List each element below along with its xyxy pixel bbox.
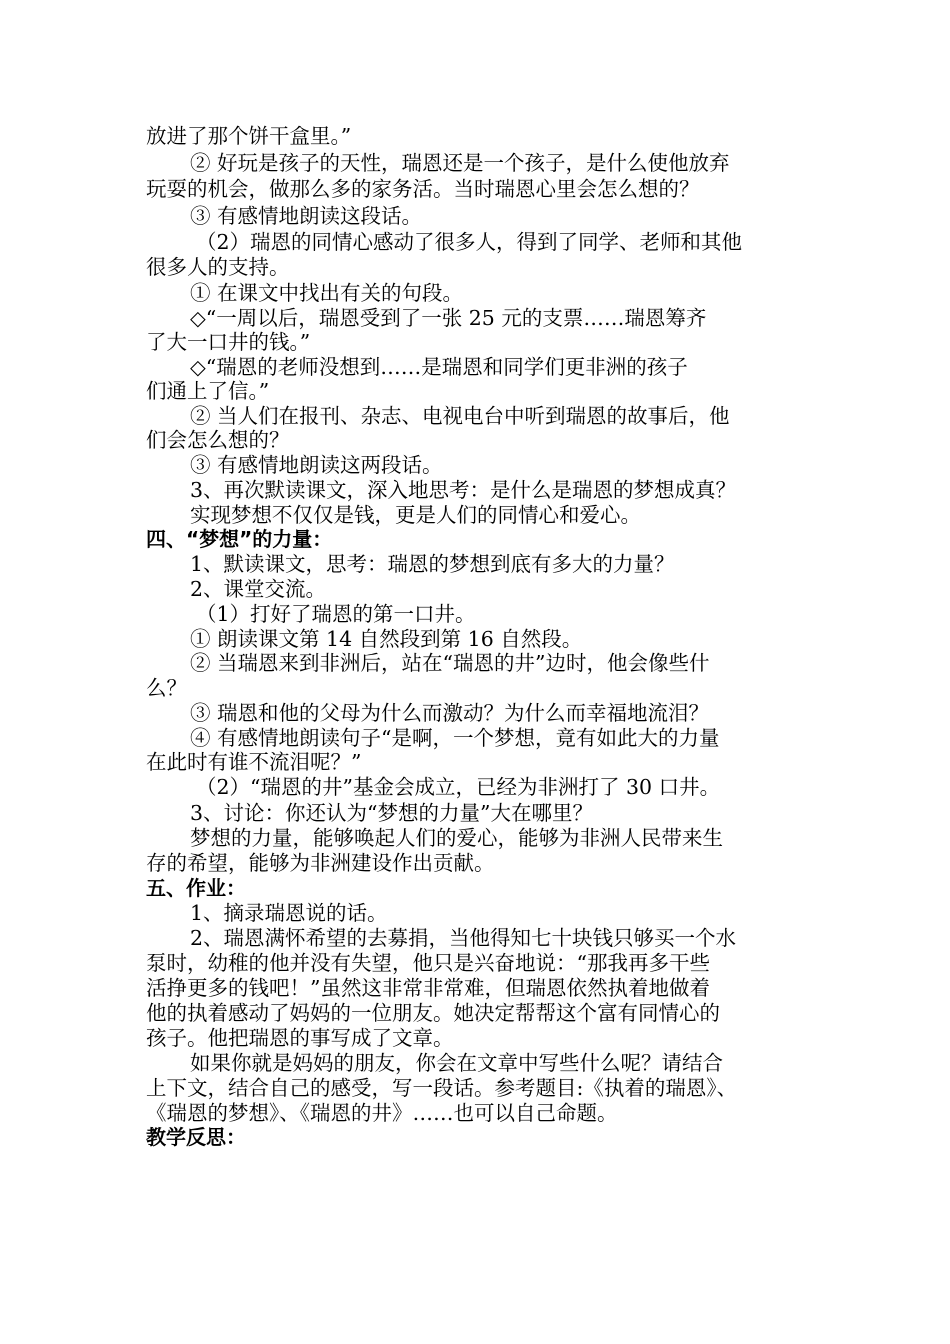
text-line: ③ 有感情地朗读这段话。 [190, 204, 423, 228]
text-line: 1、默读课文，思考：瑞恩的梦想到底有多大的力量？ [190, 552, 675, 576]
text-line: 玩耍的机会，做那么多的家务活。当时瑞恩心里会怎么想的？ [146, 177, 700, 201]
text-line: 活挣更多的钱吧！”虽然这非常非常难，但瑞恩依然执着地做着 [146, 976, 710, 1000]
text-line: 3、再次默读课文，深入地思考：是什么是瑞恩的梦想成真？ [190, 478, 737, 502]
text-line: ② 当人们在报刊、杂志、电视电台中听到瑞恩的故事后，他 [190, 404, 730, 428]
section-heading-5: 五、作业： [146, 876, 246, 900]
text-line: 放进了那个饼干盒里。” [146, 124, 352, 148]
section-heading-4: 四、“梦想”的力量： [146, 527, 333, 551]
section-heading-reflection: 教学反思： [146, 1125, 246, 1149]
text-line: 们通上了信。” [146, 379, 270, 403]
text-line: 实现梦想不仅仅是钱，更是人们的同情心和爱心。 [190, 503, 641, 527]
text-line: 们会怎么想的？ [146, 428, 290, 452]
text-line: 《瑞恩的梦想》、《瑞恩的井》……也可以自己命题。 [146, 1101, 618, 1125]
text-line: 孩子。他把瑞恩的事写成了文章。 [146, 1026, 454, 1050]
text-line: 了大一口井的钱。” [146, 330, 311, 354]
text-line: （1）打好了瑞恩的第一口井。 [196, 602, 476, 626]
text-line: 3、讨论：你还认为“梦想的力量”大在哪里？ [190, 801, 594, 825]
text-line: 如果你就是妈妈的朋友，你会在文章中写些什么呢？请结合 [190, 1051, 723, 1075]
text-line: 泵时，幼稚的他并没有失望，他只是兴奋地说：“那我再多干些 [146, 951, 710, 975]
text-line: 2、课堂交流。 [190, 577, 327, 601]
text-line: ① 在课文中找出有关的句段。 [190, 281, 464, 305]
text-line: 在此时有谁不流泪呢？” [146, 750, 362, 774]
text-line: ① 朗读课文第 14 自然段到第 16 自然段。 [190, 627, 583, 651]
text-line: 上下文，结合自己的感受，写一段话。参考题目:《执着的瑞恩》、 [146, 1076, 738, 1100]
text-line: ◇“一周以后，瑞恩受到了一张 25 元的支票……瑞恩筹齐 [190, 306, 707, 330]
text-line: ② 当瑞恩来到非洲后，站在“瑞恩的井”边时，他会像些什 [190, 651, 710, 675]
text-line: 很多人的支持。 [146, 255, 290, 279]
text-line: 么？ [146, 676, 187, 700]
text-line: 他的执着感动了妈妈的一位朋友。她决定帮帮这个富有同情心的 [146, 1001, 720, 1025]
text-line: （2）瑞恩的同情心感动了很多人，得到了同学、老师和其他 [196, 230, 743, 254]
text-line: ④ 有感情地朗读句子“是啊，一个梦想，竟有如此大的力量 [190, 726, 720, 750]
text-line: 2、瑞恩满怀希望的去募捐，当他得知七十块钱只够买一个水 [190, 926, 737, 950]
text-line: ② 好玩是孩子的天性，瑞恩还是一个孩子，是什么使他放弃 [190, 151, 730, 175]
text-line: 梦想的力量，能够唤起人们的爱心，能够为非洲人民带来生 [190, 826, 723, 850]
text-line: （2）“瑞恩的井”基金会成立，已经为非洲打了 30 口井。 [196, 775, 721, 799]
text-line: ③ 瑞恩和他的父母为什么而激动？为什么而幸福地流泪？ [190, 701, 710, 725]
text-line: ◇“瑞恩的老师没想到……是瑞恩和同学们更非洲的孩子 [190, 355, 688, 379]
text-line: 1、摘录瑞恩说的话。 [190, 901, 388, 925]
text-line: ③ 有感情地朗读这两段话。 [190, 453, 443, 477]
text-line: 存的希望，能够为非洲建设作出贡献。 [146, 851, 495, 875]
